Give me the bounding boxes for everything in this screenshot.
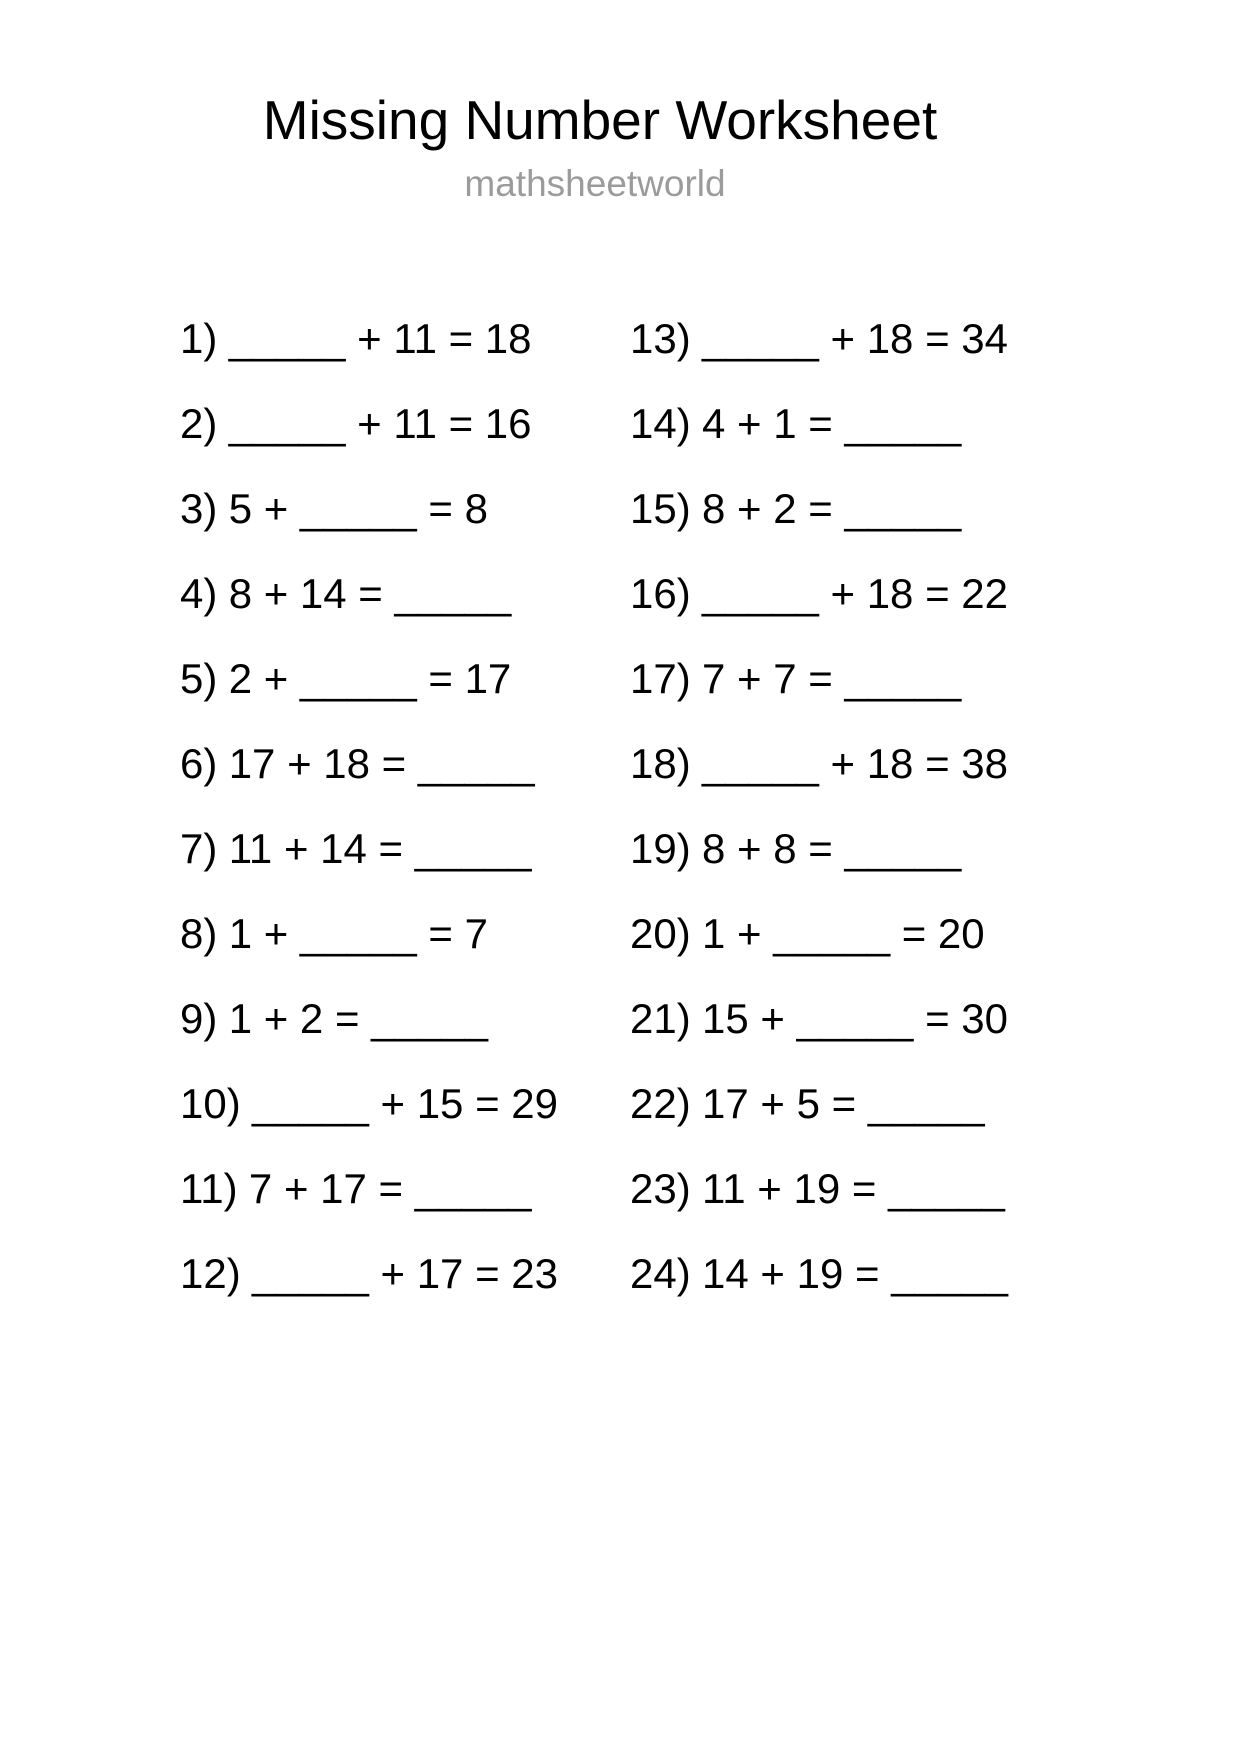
problem-number: 9)	[180, 995, 218, 1042]
problem-number: 19)	[630, 825, 691, 872]
problem-expression: 8 + 8 = _____	[702, 825, 962, 872]
problem-expression: _____ + 15 = 29	[252, 1080, 558, 1127]
problem-number: 20)	[630, 910, 691, 957]
problem-expression: 7 + 7 = _____	[702, 655, 962, 702]
problem-expression: _____ + 18 = 22	[702, 570, 1008, 617]
problem-expression: 14 + 19 = _____	[702, 1250, 1008, 1297]
problem-number: 12)	[180, 1250, 241, 1297]
problem-row-9	[180, 976, 558, 1061]
problem-number: 2)	[180, 400, 218, 447]
problem-number: 10)	[180, 1080, 241, 1127]
problem-expression: 1 + _____ = 20	[702, 910, 985, 957]
problem-number: 7)	[180, 825, 218, 872]
problem-number: 1)	[180, 315, 218, 362]
problem-expression: 11 + 14 = _____	[228, 825, 532, 872]
problem-row-14	[630, 381, 1008, 466]
problem-expression: _____ + 11 = 16	[228, 400, 532, 447]
problem-row-22	[630, 1061, 1008, 1146]
problem-number: 14)	[630, 400, 691, 447]
problem-number: 13)	[630, 315, 691, 362]
problem-number: 5)	[180, 655, 218, 702]
problem-row-6	[180, 721, 558, 806]
problem-row-20	[630, 891, 1008, 976]
problem-number: 15)	[630, 485, 691, 532]
problem-expression: 7 + 17 = _____	[248, 1165, 532, 1212]
problem-number: 17)	[630, 655, 691, 702]
problem-row-7	[180, 806, 558, 891]
problem-row-17	[630, 636, 1008, 721]
page-subtitle: mathsheetworld	[464, 163, 726, 204]
problem-row-2	[180, 381, 558, 466]
problem-row-8	[180, 891, 558, 976]
problem-expression: 5 + _____ = 8	[228, 485, 488, 532]
problem-number: 18)	[630, 740, 691, 787]
problem-expression: _____ + 11 = 18	[228, 315, 532, 362]
problem-row-19	[630, 806, 1008, 891]
problem-row-15	[630, 466, 1008, 551]
problem-expression: 17 + 18 = _____	[228, 740, 535, 787]
problem-expression: _____ + 18 = 38	[702, 740, 1008, 787]
problem-expression: _____ + 18 = 34	[702, 315, 1008, 362]
problem-expression: _____ + 17 = 23	[252, 1250, 558, 1297]
problem-expression: 17 + 5 = _____	[702, 1080, 985, 1127]
problem-row-24	[630, 1231, 1008, 1316]
problem-row-11	[180, 1146, 558, 1231]
problem-expression: 1 + _____ = 7	[228, 910, 488, 957]
page-title: Missing Number Worksheet	[262, 89, 938, 151]
problem-row-4	[180, 551, 558, 636]
problem-expression: 8 + 2 = _____	[702, 485, 962, 532]
problem-number: 11)	[180, 1165, 238, 1212]
problem-expression: 15 + _____ = 30	[702, 995, 1008, 1042]
problem-row-12	[180, 1231, 558, 1316]
problem-number: 8)	[180, 910, 218, 957]
problem-number: 16)	[630, 570, 691, 617]
problems-column-left	[180, 296, 558, 1316]
problem-number: 22)	[630, 1080, 691, 1127]
problem-number: 3)	[180, 485, 218, 532]
problem-row-13	[630, 296, 1008, 381]
problem-row-1	[180, 296, 558, 381]
problem-number: 24)	[630, 1250, 691, 1297]
problem-row-5	[180, 636, 558, 721]
problem-expression: 11 + 19 = _____	[702, 1165, 1005, 1212]
problem-expression: 4 + 1 = _____	[702, 400, 962, 447]
problem-row-3	[180, 466, 558, 551]
problem-row-21	[630, 976, 1008, 1061]
problems-column-right	[630, 296, 1008, 1316]
problem-number: 21)	[630, 995, 691, 1042]
problem-number: 23)	[630, 1165, 691, 1212]
problem-row-16	[630, 551, 1008, 636]
problem-number: 4)	[180, 570, 218, 617]
problem-expression: 2 + _____ = 17	[228, 655, 512, 702]
problem-row-10	[180, 1061, 558, 1146]
problem-row-23	[630, 1146, 1008, 1231]
problem-row-18	[630, 721, 1008, 806]
problem-expression: 1 + 2 = _____	[228, 995, 488, 1042]
problem-number: 6)	[180, 740, 218, 787]
problem-expression: 8 + 14 = _____	[228, 570, 512, 617]
